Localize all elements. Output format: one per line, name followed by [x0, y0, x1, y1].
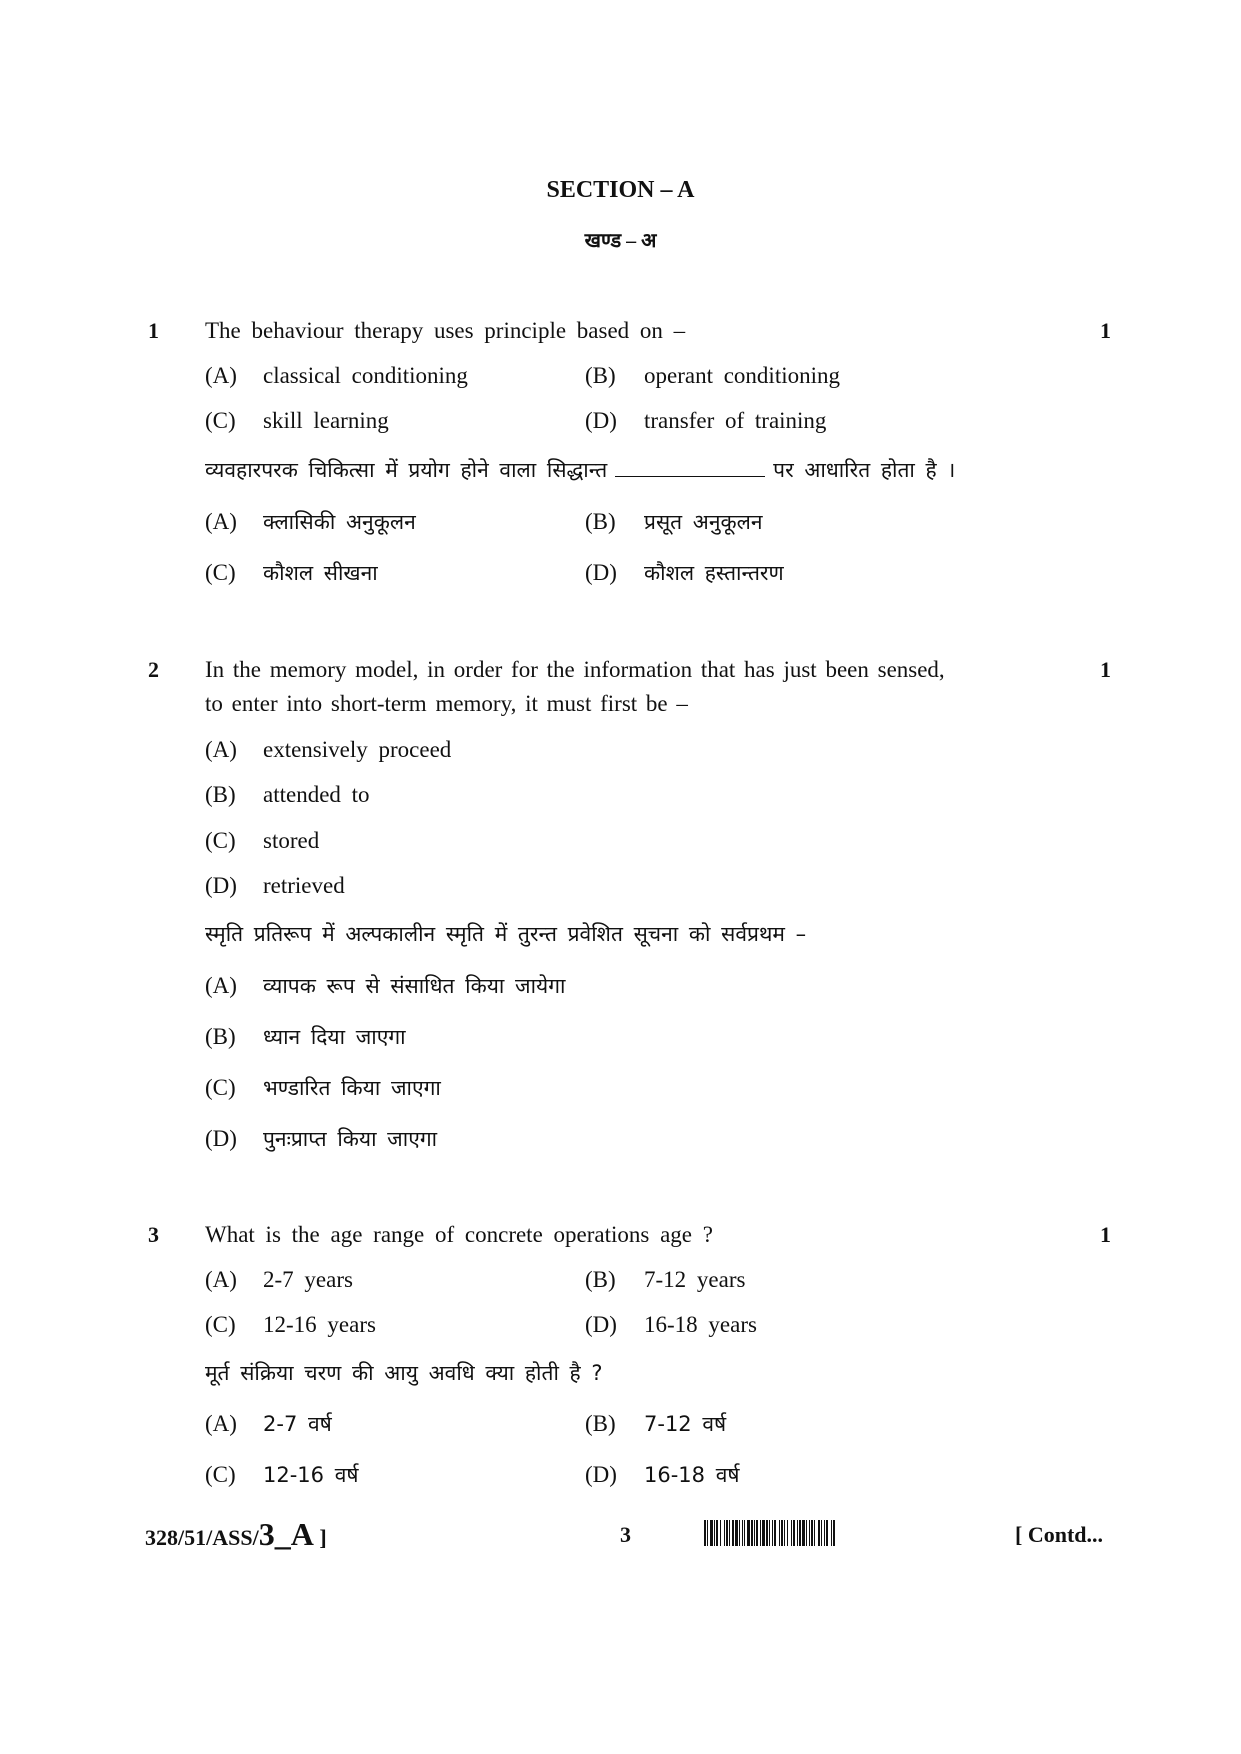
- option-text: classical conditioning: [263, 363, 468, 388]
- barcode: [704, 1520, 974, 1546]
- option-text: 7-12 years: [644, 1267, 746, 1292]
- option-label: (B): [585, 363, 616, 388]
- option-label: (B): [585, 509, 616, 534]
- barcode-stripe: [835, 1520, 836, 1546]
- question-text-en-line1: In the memory model, in order for the information that has just been sensed,: [205, 657, 945, 682]
- option-text: operant conditioning: [644, 363, 840, 388]
- option-text: व्यापक रूप से संसाधित किया जायेगा: [263, 974, 566, 998]
- option-text: 12-16 years: [263, 1312, 376, 1337]
- option-text: 16-18 years: [644, 1312, 757, 1337]
- option-text: 2-7 वर्ष: [263, 1412, 332, 1436]
- paper-code: [145, 1516, 327, 1553]
- option-label: (C): [205, 1312, 236, 1337]
- question-marks: 1: [1100, 1222, 1111, 1247]
- option-text: प्रसूत अनुकूलन: [644, 510, 763, 534]
- option-label: (D): [585, 1312, 617, 1337]
- question-text-hi-after: पर आधारित होता है ।: [773, 458, 956, 482]
- question-text-hi: स्मृति प्रतिरूप में अल्पकालीन स्मृति में तुरन्त प्रवेशित सूचना को सर्वप्रथम –: [205, 922, 807, 946]
- option-label: (A): [205, 1411, 237, 1436]
- contd-label: [ Contd...: [1015, 1522, 1104, 1547]
- option-label: (D): [585, 560, 617, 585]
- page-number: 3: [620, 1522, 631, 1547]
- question-text-en-line2: to enter into short-term memory, it must first be –: [205, 691, 688, 716]
- answer-blank: [615, 456, 765, 477]
- option-text: कौशल सीखना: [263, 561, 378, 585]
- option-label: (A): [205, 363, 237, 388]
- option-text: skill learning: [263, 408, 389, 433]
- paper-code-suffix: ]: [313, 1525, 327, 1550]
- question-text-hi: मूर्त संक्रिया चरण की आयु अवधि क्या होती है ?: [205, 1361, 603, 1385]
- option-text: transfer of training: [644, 408, 827, 433]
- option-label: (A): [205, 509, 237, 534]
- option-label: (A): [205, 1267, 237, 1292]
- question-text-hi: [205, 456, 955, 484]
- question-number: 3: [148, 1222, 159, 1247]
- option-text: क्लासिकी अनुकूलन: [263, 510, 416, 534]
- section-title-hindi: खण्ड – अ: [584, 230, 657, 252]
- option-label: (C): [205, 1462, 236, 1487]
- question-number: 2: [148, 657, 159, 682]
- option-text: attended to: [263, 782, 370, 807]
- option-label: (C): [205, 408, 236, 433]
- option-label: (C): [205, 560, 236, 585]
- section-title: SECTION – A: [546, 177, 695, 203]
- question-text-en: What is the age range of concrete operations age ?: [205, 1222, 713, 1247]
- option-text: ध्यान दिया जाएगा: [263, 1025, 406, 1049]
- option-text: 16-18 वर्ष: [644, 1463, 740, 1487]
- question-marks: 1: [1100, 318, 1111, 343]
- option-label: (B): [585, 1411, 616, 1436]
- option-label: (C): [205, 1075, 236, 1100]
- option-label: (D): [205, 1126, 237, 1151]
- option-label: (B): [585, 1267, 616, 1292]
- paper-code-prefix: 328/51/ASS/: [145, 1525, 259, 1550]
- question-number: 1: [148, 318, 159, 343]
- option-text: retrieved: [263, 873, 345, 898]
- question-marks: 1: [1100, 657, 1111, 682]
- option-label: (D): [585, 408, 617, 433]
- option-text: कौशल हस्तान्तरण: [644, 561, 784, 585]
- option-text: extensively proceed: [263, 737, 452, 762]
- option-label: (A): [205, 973, 237, 998]
- option-label: (B): [205, 782, 236, 807]
- option-label: (B): [205, 1024, 236, 1049]
- question-text-en: The behaviour therapy uses principle based on –: [205, 318, 686, 343]
- option-label: (D): [205, 873, 237, 898]
- option-text: 2-7 years: [263, 1267, 353, 1292]
- option-text: stored: [263, 828, 320, 853]
- paper-code-set: 3_A: [258, 1516, 314, 1552]
- option-label: (A): [205, 737, 237, 762]
- option-text: 12-16 वर्ष: [263, 1463, 359, 1487]
- option-text: पुनःप्राप्त किया जाएगा: [263, 1127, 438, 1151]
- option-label: (C): [205, 828, 236, 853]
- option-label: (D): [585, 1462, 617, 1487]
- option-text: भण्डारित किया जाएगा: [263, 1076, 441, 1100]
- question-text-hi-before: व्यवहारपरक चिकित्सा में प्रयोग होने वाला सिद्धान्त: [205, 458, 608, 482]
- option-text: 7-12 वर्ष: [644, 1412, 727, 1436]
